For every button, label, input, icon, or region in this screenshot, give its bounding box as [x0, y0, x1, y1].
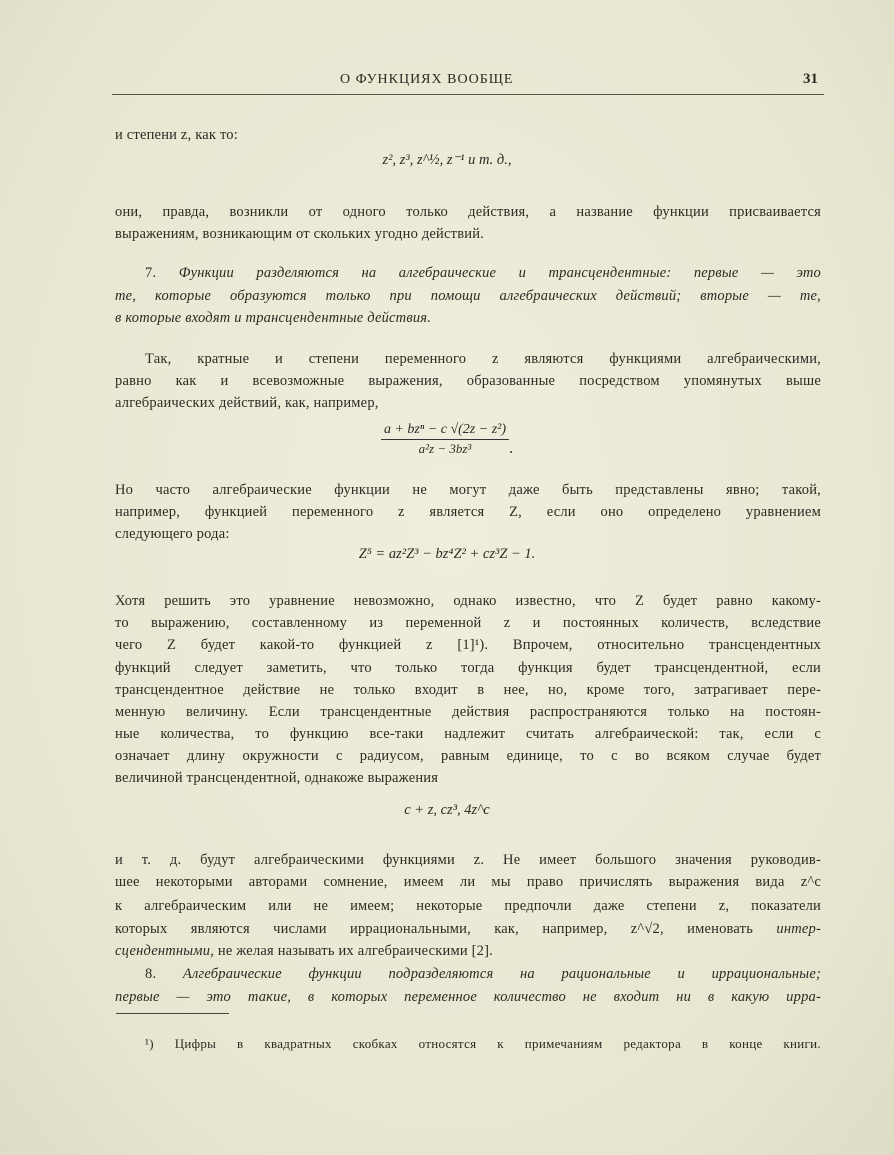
footnote: ¹) Цифры в квадратных скобках относятся к примечаниям редактора в конце книги.: [145, 1036, 821, 1051]
text-line: и степени z, как то:: [115, 127, 238, 143]
running-header: О ФУНКЦИЯХ ВООБЩЕ: [340, 72, 514, 87]
text-line: Но часто алгебраические функции не могут даже быть представлены явно; такой,: [115, 482, 821, 498]
section-7-heading: [145, 264, 821, 282]
text-line: алгебраических действий, как, например,: [115, 395, 379, 411]
text-line: Так, кратные и степени переменного z являются функциями алгебраическими,: [145, 351, 821, 367]
section-statement: Функции разделяются на алгебраические и трансцендентные: первые — это: [178, 265, 821, 281]
page-number: 31: [803, 71, 818, 87]
footnote-rule: [116, 1013, 229, 1014]
header-rule: [112, 94, 824, 95]
section-8-heading: [145, 965, 821, 983]
fraction-denominator: a²z − 3bz³: [418, 441, 472, 456]
text-line: например, функцией переменного z является Z, если оно определено уравнением: [115, 504, 821, 520]
section-statement: Алгебраические функции подразделяются на рациональные и иррациональные;: [182, 966, 821, 982]
text-line: [115, 920, 821, 938]
text-line: Хотя решить это уравнение невозможно, однако известно, что Z будет равно какому-: [115, 593, 821, 609]
section-number: 8.: [145, 966, 157, 982]
fraction-period: .: [509, 440, 513, 457]
text-line: следующего рода:: [115, 526, 230, 542]
text-segment: не желая называть их алгебраическими [2].: [217, 943, 493, 959]
formula-powers: z², z³, z^½, z⁻¹ и т. д.,: [382, 152, 512, 168]
text-line: трансцендентное действие не только входит в нее, но, кроме того, затрагивает пере-: [115, 682, 821, 698]
text-line: и т. д. будут алгебраическими функциями z. Не имеет большого значения руководив-: [115, 852, 821, 868]
text-line: величиной трансцендентной, однакоже выражения: [115, 770, 439, 786]
text-line: ные количества, то функцию все-таки надлежит считать алгебраической: так, если c: [115, 726, 821, 742]
formula-constants: c + z, cz³, 4z^c: [404, 802, 490, 818]
formula-equation: Z⁵ = az²Z³ − bz⁴Z² + cz³Z − 1.: [358, 546, 536, 562]
text-line: [115, 942, 821, 960]
text-line: менную величину. Если трансцендентные действия распространяются только на постоян-: [115, 704, 821, 720]
text-line: они, правда, возникли от одного только действия, а название функции присваивается: [115, 204, 821, 220]
italic-term: интер-: [776, 921, 822, 937]
text-line: равно как и всевозможные выражения, образованные посредством упомянутых выше: [115, 373, 821, 389]
text-line: функций следует заметить, что только тогда функция будет трансцендентной, если: [115, 660, 821, 676]
section-number: 7.: [145, 265, 157, 281]
text-line: шее некоторыми авторами сомнение, имеем ли мы право причислять выражения вида z^c: [115, 874, 821, 890]
text-line: в которые входят и трансцендентные действия.: [115, 310, 432, 326]
text-line: первые — это такие, в которых переменное количество не входит ни в какую ирра-: [115, 989, 821, 1005]
text-line: те, которые образуются только при помощи алгебраических действий; вторые — те,: [115, 288, 821, 304]
italic-term: сцендентными,: [115, 943, 215, 959]
text-line: выражениям, возникающим от скольких угодно действий.: [115, 226, 484, 242]
formula-fraction: [0, 422, 894, 458]
text-line: означает длину окружности с радиусом, равным единице, то c во всяком случае будет: [115, 748, 821, 764]
fraction-numerator: a + bzⁿ − c √(2z − z²): [381, 422, 509, 440]
text-segment: которых являются числами иррациональными, как, например, z^√2, именовать: [115, 921, 754, 937]
text-line: то выражению, составленному из переменной z и постоянных количеств, вследствие: [115, 615, 821, 631]
text-line: чего Z будет какой-то функцией z [1]¹). Впрочем, относительно трансцендентных: [115, 637, 821, 653]
text-line: к алгебраическим или не имеем; некоторые предпочли даже степени z, показатели: [115, 898, 821, 914]
